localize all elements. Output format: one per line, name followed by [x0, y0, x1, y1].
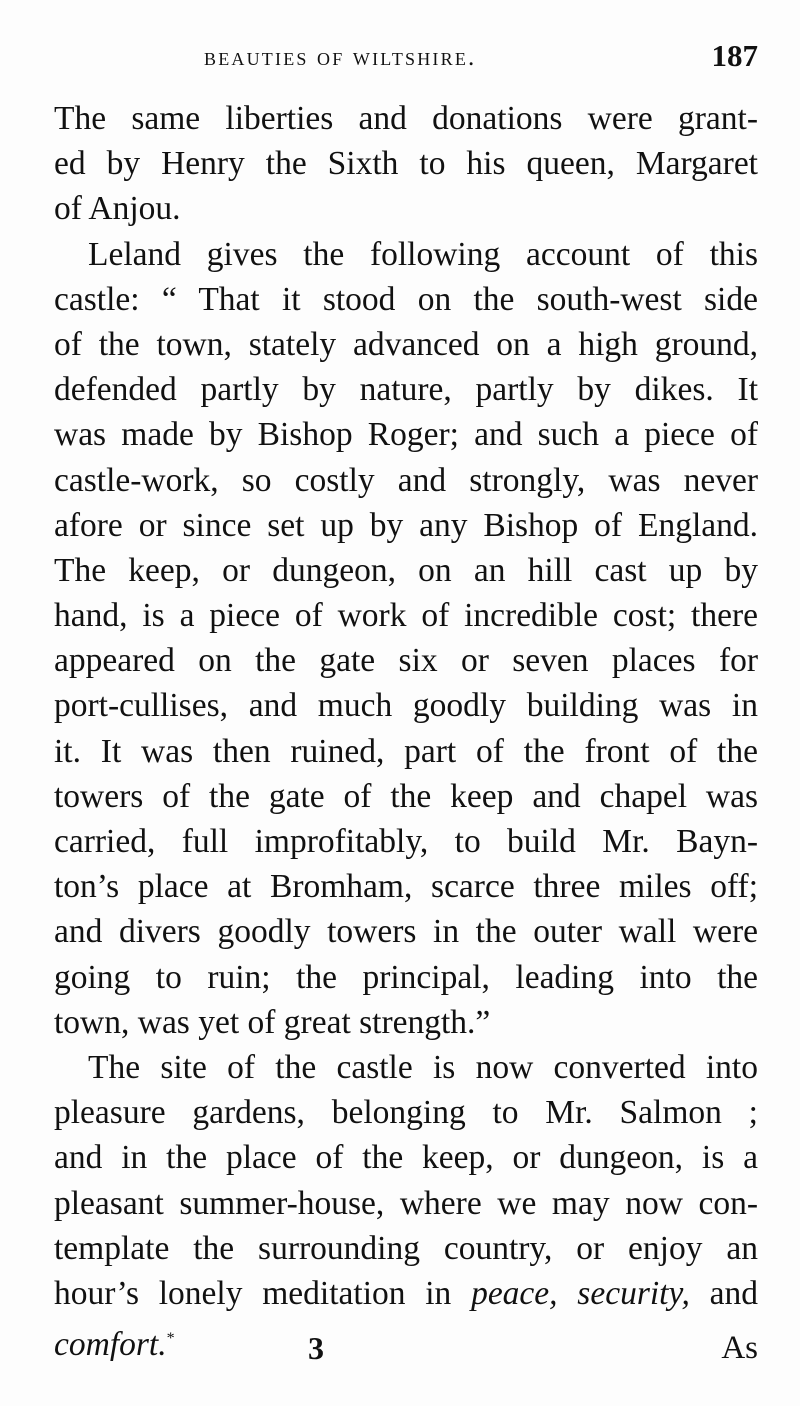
text-line: appeared on the gate six or seven places for: [54, 642, 758, 680]
text-line: ton’s place at Bromham, scarce three miles off;: [54, 868, 758, 906]
text-line: afore or since set up by any Bishop of England.: [54, 506, 758, 544]
footnote-mark: *: [166, 1330, 175, 1348]
text-line: was made by Bishop Roger; and such a piece of: [54, 416, 758, 454]
italic-word-security: security,: [577, 1274, 690, 1312]
text-line: and in the place of the keep, or dungeon, is a: [54, 1139, 758, 1177]
catchword: As: [721, 1330, 758, 1366]
text-line: defended partly by nature, partly by dikes. It: [54, 371, 758, 409]
page-number: 187: [711, 38, 758, 73]
text-line: pleasure gardens, belonging to Mr. Salmon ;: [54, 1094, 758, 1132]
text-line: hand, is a piece of work of incredible cost; there: [54, 597, 758, 635]
text-line: [54, 1271, 758, 1316]
signature-mark: 3: [308, 1330, 324, 1366]
text-line: castle-work, so costly and strongly, was never: [54, 461, 758, 499]
text-line: ed by Henry the Sixth to his queen, Margaret: [54, 145, 758, 183]
text-line: town, was yet of great strength.”: [54, 1003, 491, 1041]
page-footer: [54, 1330, 758, 1376]
text-line-start: hour’s lonely meditation in: [54, 1274, 452, 1312]
running-head: [54, 38, 758, 78]
text-line: Leland gives the following account of this: [88, 235, 758, 273]
text-line: going to ruin; the principal, leading into the: [54, 958, 758, 996]
text-line: of the town, stately advanced on a high ground,: [54, 325, 758, 363]
text-line: template the surrounding country, or enjoy an: [54, 1229, 758, 1267]
text-line-end: and: [709, 1274, 758, 1312]
text-line: and divers goodly towers in the outer wall were: [54, 913, 758, 951]
text-line: pleasant summer-house, where we may now con-: [54, 1184, 758, 1222]
running-title: beauties of wiltshire.: [204, 44, 477, 71]
text-line: carried, full improfitably, to build Mr. Bayn-: [54, 823, 758, 860]
text-line: port-cullises, and much goodly building was in: [54, 687, 758, 725]
text-line: castle: “ That it stood on the south-west side: [54, 280, 758, 318]
text-line: it. It was then ruined, part of the front of the: [54, 732, 758, 770]
text-line: towers of the gate of the keep and chapel was: [54, 777, 758, 815]
text-line: of Anjou.: [54, 190, 181, 228]
text-line: The same liberties and donations were grant-: [54, 100, 758, 137]
italic-word-comfort: comfort.: [54, 1326, 167, 1362]
text-line: The site of the castle is now converted into: [88, 1048, 758, 1086]
italic-word-peace: peace,: [471, 1274, 558, 1312]
text-line: The keep, or dungeon, on an hill cast up by: [54, 551, 758, 589]
body-text: [54, 96, 758, 1361]
